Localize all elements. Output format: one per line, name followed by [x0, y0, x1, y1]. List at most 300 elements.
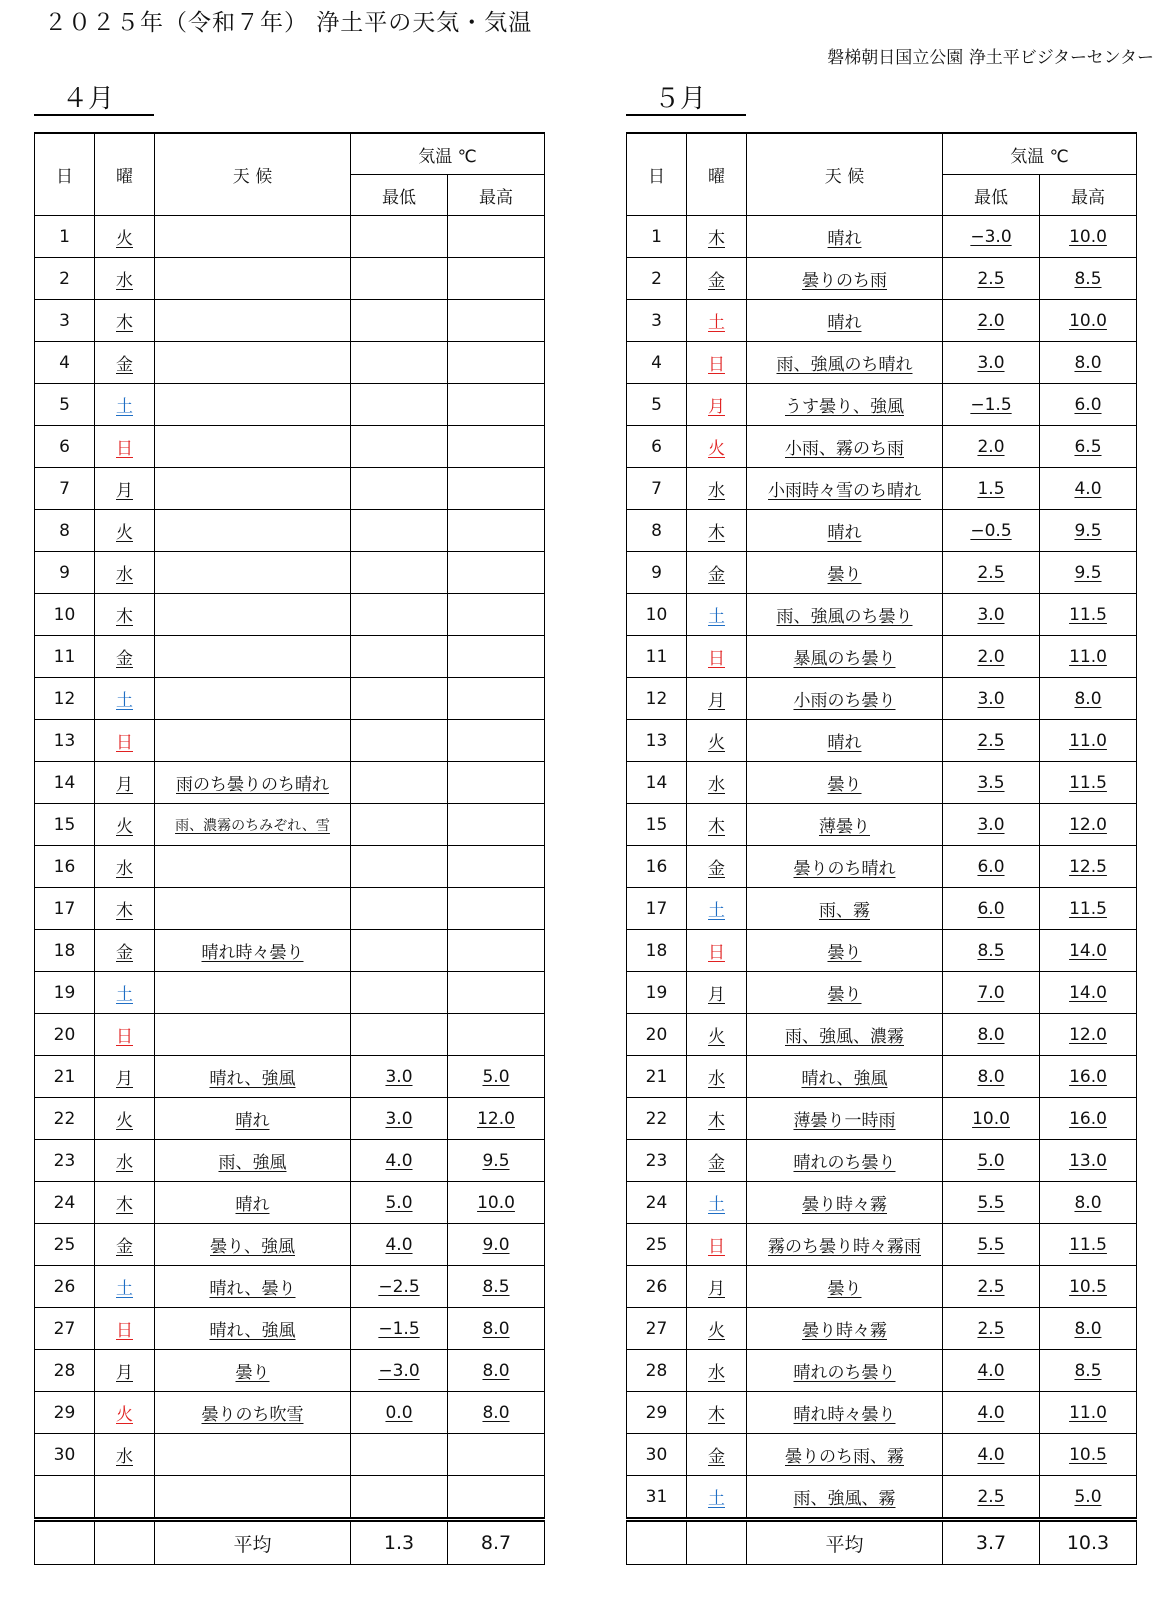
max-temp-cell-text: 16.0 [1069, 1066, 1107, 1087]
min-temp-cell-text: 3.0 [977, 352, 1005, 373]
weather-cell [155, 1098, 351, 1140]
avg-max: 10.3 [1040, 1520, 1137, 1565]
max-temp-cell [448, 1056, 545, 1098]
table-row [627, 1014, 1137, 1056]
day-cell-text: 1 [59, 226, 70, 247]
max-temp-cell-text: 8.0 [1074, 1192, 1102, 1213]
table-row [35, 594, 545, 636]
min-temp-cell [943, 216, 1040, 258]
max-temp-cell-text: 11.5 [1069, 898, 1107, 919]
table-row [627, 594, 1137, 636]
weather-cell-text: 曇り [827, 943, 862, 963]
day-cell [627, 1392, 687, 1434]
min-temp-cell-text: 2.0 [977, 310, 1005, 331]
min-temp-cell [943, 636, 1040, 678]
max-temp-cell-text: 8.0 [1074, 688, 1102, 709]
min-temp-cell [351, 678, 448, 720]
table-row [35, 888, 545, 930]
weekday-cell-text: 日 [708, 943, 725, 963]
max-temp-cell-text: 8.0 [1074, 1318, 1102, 1339]
weather-cell [155, 510, 351, 552]
day-cell [35, 762, 95, 804]
table-row [627, 678, 1137, 720]
header-max: 最高 [448, 175, 545, 216]
weather-cell [747, 426, 943, 468]
weather-cell-text: 曇り [827, 775, 862, 795]
table-row [35, 1182, 545, 1224]
min-temp-cell [943, 1434, 1040, 1476]
day-cell [35, 930, 95, 972]
weather-cell-text: 晴れ [827, 523, 862, 543]
table-row [35, 216, 545, 258]
max-temp-cell [448, 846, 545, 888]
max-temp-cell-text: 8.0 [482, 1318, 510, 1339]
min-temp-cell [943, 1098, 1040, 1140]
weather-cell-text: 曇り時々霧 [802, 1195, 887, 1215]
max-temp-cell-text: 9.5 [1074, 562, 1102, 583]
min-temp-cell-text: 8.5 [977, 940, 1005, 961]
day-cell [35, 1014, 95, 1056]
weather-cell [747, 1098, 943, 1140]
avg-label: 平均 [747, 1520, 943, 1565]
max-temp-cell [448, 1224, 545, 1266]
day-cell-text: 8 [59, 520, 70, 541]
weekday-cell-text: 金 [708, 859, 725, 879]
weekday-cell-text: 金 [116, 943, 133, 963]
weekday-cell-text: 木 [116, 901, 133, 921]
day-cell [627, 1308, 687, 1350]
weekday-cell-text: 金 [708, 271, 725, 291]
table-row [35, 468, 545, 510]
day-cell-text: 26 [53, 1276, 76, 1297]
weather-cell-text: 雨、強風のち曇り [776, 607, 913, 627]
table-row [627, 384, 1137, 426]
min-temp-cell-text: 3.5 [977, 772, 1005, 793]
day-cell-text: 29 [53, 1402, 76, 1423]
min-temp-cell [351, 258, 448, 300]
min-temp-cell-text: 5.0 [385, 1192, 413, 1213]
weather-cell [747, 510, 943, 552]
day-cell-text: 21 [645, 1066, 668, 1087]
table-row [35, 1434, 545, 1476]
min-temp-cell-text: 2.5 [977, 730, 1005, 751]
weather-cell [155, 1140, 351, 1182]
max-temp-cell [448, 468, 545, 510]
max-temp-cell [1040, 1392, 1137, 1434]
min-temp-cell [943, 972, 1040, 1014]
weekday-cell [687, 384, 747, 426]
min-temp-cell [351, 1350, 448, 1392]
min-temp-cell [943, 1224, 1040, 1266]
weekday-cell-text: 水 [116, 271, 133, 291]
weather-cell [747, 300, 943, 342]
day-cell [35, 426, 95, 468]
max-temp-cell-text: 11.5 [1069, 1234, 1107, 1255]
table-row [35, 1014, 545, 1056]
min-temp-cell [351, 1308, 448, 1350]
min-temp-cell-text: 2.5 [977, 562, 1005, 583]
max-temp-cell [1040, 552, 1137, 594]
max-temp-cell-text: 12.0 [1069, 1024, 1107, 1045]
weather-cell [155, 678, 351, 720]
weekday-cell-text: 木 [116, 313, 133, 333]
day-cell [627, 552, 687, 594]
max-temp-cell [448, 804, 545, 846]
day-cell [35, 636, 95, 678]
weekday-cell-text: 月 [708, 1279, 725, 1299]
max-temp-cell [1040, 342, 1137, 384]
day-cell-text: 3 [59, 310, 70, 331]
min-temp-cell [943, 300, 1040, 342]
weekday-cell-text: 火 [116, 523, 133, 543]
day-cell [35, 594, 95, 636]
day-cell [627, 258, 687, 300]
day-cell [35, 1434, 95, 1476]
min-temp-cell [351, 1434, 448, 1476]
min-temp-cell [351, 1224, 448, 1266]
weather-cell-text: 雨、霧 [819, 901, 870, 921]
max-temp-cell [448, 720, 545, 762]
day-cell [627, 804, 687, 846]
min-temp-cell [943, 804, 1040, 846]
day-cell [627, 1014, 687, 1056]
weekday-cell [95, 342, 155, 384]
max-temp-cell [448, 258, 545, 300]
max-temp-cell-text: 11.0 [1069, 730, 1107, 751]
weekday-cell-text: 火 [116, 229, 133, 249]
min-temp-cell [943, 678, 1040, 720]
min-temp-cell-text: 3.0 [977, 814, 1005, 835]
weather-cell-text: 小雨、霧のち雨 [785, 439, 904, 459]
day-cell [35, 678, 95, 720]
may-label: ５月 [626, 82, 746, 116]
min-temp-cell [943, 762, 1040, 804]
weather-cell [155, 1224, 351, 1266]
max-temp-cell-text: 11.0 [1069, 1402, 1107, 1423]
weather-cell [747, 636, 943, 678]
weekday-cell-text: 木 [708, 1111, 725, 1131]
max-temp-cell-text: 10.5 [1069, 1276, 1107, 1297]
weather-cell [747, 804, 943, 846]
weekday-cell-text: 土 [116, 691, 133, 711]
min-temp-cell [351, 846, 448, 888]
min-temp-cell [943, 720, 1040, 762]
weather-cell [155, 216, 351, 258]
day-cell [627, 1056, 687, 1098]
max-temp-cell-text: 14.0 [1069, 940, 1107, 961]
weather-cell [747, 930, 943, 972]
max-temp-cell [448, 1182, 545, 1224]
max-temp-cell-text: 9.5 [482, 1150, 510, 1171]
weekday-cell-text: 火 [116, 817, 133, 837]
weekday-cell-text: 月 [116, 481, 133, 501]
weather-cell [747, 594, 943, 636]
may-weather-table [626, 132, 1137, 1565]
weekday-cell [687, 1308, 747, 1350]
min-temp-cell [351, 804, 448, 846]
weather-cell [747, 720, 943, 762]
max-temp-cell-text: 10.0 [1069, 226, 1107, 247]
weather-cell [155, 1182, 351, 1224]
table-row [627, 1392, 1137, 1434]
table-row [627, 972, 1137, 1014]
table-row [35, 300, 545, 342]
max-temp-cell-text: 4.0 [1074, 478, 1102, 499]
min-temp-cell [943, 510, 1040, 552]
weather-cell [155, 762, 351, 804]
weekday-cell-text: 火 [708, 1321, 725, 1341]
table-row [627, 342, 1137, 384]
day-cell [35, 468, 95, 510]
weekday-cell [687, 468, 747, 510]
table-row [35, 1098, 545, 1140]
day-cell-text: 24 [53, 1192, 76, 1213]
table-row [627, 1224, 1137, 1266]
day-cell-text: 8 [651, 520, 662, 541]
weekday-cell [95, 1056, 155, 1098]
max-temp-cell-text: 13.0 [1069, 1150, 1107, 1171]
weather-cell [155, 300, 351, 342]
max-temp-cell-text: 8.5 [482, 1276, 510, 1297]
max-temp-cell-text: 11.5 [1069, 604, 1107, 625]
weather-cell-text: 曇りのち晴れ [793, 859, 896, 879]
min-temp-cell [351, 930, 448, 972]
weekday-cell-text: 火 [116, 1405, 133, 1425]
weather-cell-text: 晴れ [827, 313, 862, 333]
weekday-cell [687, 1224, 747, 1266]
weekday-cell [687, 1056, 747, 1098]
min-temp-cell [351, 1098, 448, 1140]
weekday-cell-text: 月 [116, 1069, 133, 1089]
table-row [627, 510, 1137, 552]
max-temp-cell-text: 11.5 [1069, 772, 1107, 793]
table-row [35, 678, 545, 720]
weekday-cell [687, 804, 747, 846]
day-cell-text: 27 [645, 1318, 668, 1339]
min-temp-cell [943, 258, 1040, 300]
min-temp-cell-text: 4.0 [977, 1402, 1005, 1423]
weekday-cell [95, 594, 155, 636]
max-temp-cell-text: 6.0 [1074, 394, 1102, 415]
weekday-cell [687, 846, 747, 888]
weekday-cell-text: 水 [116, 859, 133, 879]
weather-cell-text: 雨、濃霧のちみぞれ、雪 [175, 817, 330, 834]
day-cell [35, 972, 95, 1014]
max-temp-cell [448, 1308, 545, 1350]
weekday-cell [687, 594, 747, 636]
table-row [627, 552, 1137, 594]
weekday-cell-text: 日 [708, 355, 725, 375]
weekday-cell [687, 426, 747, 468]
max-temp-cell-text: 8.5 [1074, 268, 1102, 289]
weekday-cell [95, 636, 155, 678]
min-temp-cell [351, 636, 448, 678]
day-cell-text: 18 [53, 940, 76, 961]
max-temp-cell [448, 1350, 545, 1392]
min-temp-cell-text: 5.5 [977, 1234, 1005, 1255]
weather-cell-text: 暴風のち曇り [793, 649, 896, 669]
weekday-cell-text: 土 [708, 313, 725, 333]
min-temp-cell [943, 552, 1040, 594]
table-row [627, 636, 1137, 678]
min-temp-cell-text: −3.0 [378, 1360, 420, 1381]
weekday-cell-text: 金 [708, 1153, 725, 1173]
max-temp-cell-text: 9.0 [482, 1234, 510, 1255]
weekday-cell-text: 金 [708, 1447, 725, 1467]
day-cell [35, 216, 95, 258]
weekday-cell [95, 216, 155, 258]
avg-blank [35, 1520, 95, 1565]
weekday-cell [687, 1266, 747, 1308]
min-temp-cell [351, 1140, 448, 1182]
weekday-cell [95, 1266, 155, 1308]
table-row [35, 426, 545, 468]
weekday-cell [687, 1140, 747, 1182]
weekday-cell [687, 510, 747, 552]
weekday-cell [95, 552, 155, 594]
min-temp-cell [351, 720, 448, 762]
april-label: ４月 [34, 82, 154, 116]
max-temp-cell [1040, 636, 1137, 678]
weekday-cell [95, 1014, 155, 1056]
day-cell-text: 27 [53, 1318, 76, 1339]
day-cell [627, 468, 687, 510]
weekday-cell-text: 土 [116, 397, 133, 417]
weekday-cell [95, 1098, 155, 1140]
weather-cell [747, 1434, 943, 1476]
weekday-cell-text: 水 [708, 1363, 725, 1383]
day-cell [627, 1098, 687, 1140]
day-cell-text: 6 [651, 436, 662, 457]
weather-cell [747, 1392, 943, 1434]
day-cell-text: 25 [645, 1234, 668, 1255]
day-cell-text: 5 [59, 394, 70, 415]
table-row [627, 1266, 1137, 1308]
min-temp-cell [943, 846, 1040, 888]
weekday-cell-text: 火 [116, 1111, 133, 1131]
weekday-cell-text: 土 [708, 1489, 725, 1509]
max-temp-cell [1040, 1140, 1137, 1182]
weekday-cell [687, 1350, 747, 1392]
day-cell-text: 28 [645, 1360, 668, 1381]
weekday-cell [687, 1476, 747, 1520]
day-cell [627, 846, 687, 888]
min-temp-cell [943, 1392, 1040, 1434]
weather-cell-text: 霧のち曇り時々霧雨 [768, 1237, 921, 1257]
weekday-cell-text: 水 [708, 1069, 725, 1089]
max-temp-cell [448, 384, 545, 426]
weekday-cell-text: 月 [116, 775, 133, 795]
day-cell-text: 24 [645, 1192, 668, 1213]
min-temp-cell-text: 2.5 [977, 1318, 1005, 1339]
max-temp-cell [1040, 1182, 1137, 1224]
day-cell-text: 17 [645, 898, 668, 919]
table-row [627, 1350, 1137, 1392]
weather-cell [747, 972, 943, 1014]
weather-cell-text: 晴れ、曇り [209, 1279, 296, 1299]
table-row [627, 1140, 1137, 1182]
weather-cell [155, 1014, 351, 1056]
header-weather: 天 候 [155, 133, 351, 216]
max-temp-cell-text: 16.0 [1069, 1108, 1107, 1129]
day-cell [35, 1182, 95, 1224]
min-temp-cell [943, 888, 1040, 930]
day-cell-text: 17 [53, 898, 76, 919]
day-cell [35, 1266, 95, 1308]
weekday-cell-text: 日 [708, 1237, 725, 1257]
day-cell [35, 384, 95, 426]
weekday-cell-text: 土 [116, 985, 133, 1005]
weekday-cell-text: 木 [116, 1195, 133, 1215]
max-temp-cell-text: 12.0 [477, 1108, 515, 1129]
weather-cell [155, 384, 351, 426]
day-cell-text: 23 [645, 1150, 668, 1171]
weekday-cell-text: 月 [116, 1363, 133, 1383]
min-temp-cell [943, 1140, 1040, 1182]
day-cell [35, 342, 95, 384]
avg-blank [687, 1520, 747, 1565]
min-temp-cell-text: −2.5 [378, 1276, 420, 1297]
weekday-cell-text: 木 [116, 607, 133, 627]
max-temp-cell-text: 8.0 [482, 1360, 510, 1381]
table-row [35, 1350, 545, 1392]
weather-cell [747, 762, 943, 804]
day-cell-text: 29 [645, 1402, 668, 1423]
weather-cell [747, 1266, 943, 1308]
day-cell [627, 384, 687, 426]
max-temp-cell [1040, 1266, 1137, 1308]
max-temp-cell-text: 6.5 [1074, 436, 1102, 457]
weekday-cell [95, 384, 155, 426]
table-row [627, 930, 1137, 972]
weekday-cell [687, 930, 747, 972]
day-cell-text: 28 [53, 1360, 76, 1381]
weather-cell [747, 678, 943, 720]
weather-cell [155, 636, 351, 678]
weekday-cell [687, 720, 747, 762]
min-temp-cell-text: 2.0 [977, 436, 1005, 457]
max-temp-cell [448, 426, 545, 468]
day-cell-text: 30 [53, 1444, 76, 1465]
max-temp-cell [448, 678, 545, 720]
max-temp-cell-text: 8.0 [482, 1402, 510, 1423]
weather-cell [155, 930, 351, 972]
april-rows [35, 216, 545, 1520]
min-temp-cell [351, 1266, 448, 1308]
weather-cell-text: 晴れ [235, 1195, 270, 1215]
min-temp-cell-text: 8.0 [977, 1066, 1005, 1087]
weather-cell-text: 曇りのち吹雪 [201, 1405, 304, 1425]
min-temp-cell-text: 7.0 [977, 982, 1005, 1003]
day-cell [35, 1056, 95, 1098]
min-temp-cell [943, 594, 1040, 636]
weekday-cell-text: 木 [708, 523, 725, 543]
weather-cell [747, 1014, 943, 1056]
min-temp-cell [351, 888, 448, 930]
weather-cell-text: 曇り [235, 1363, 270, 1383]
max-temp-cell [1040, 804, 1137, 846]
day-cell-text: 31 [645, 1486, 668, 1507]
weekday-cell [687, 552, 747, 594]
weekday-cell [687, 342, 747, 384]
max-temp-cell-text: 5.0 [482, 1066, 510, 1087]
weekday-cell [95, 1476, 155, 1520]
max-temp-cell [448, 1392, 545, 1434]
weather-cell-text: 晴れ [827, 229, 862, 249]
max-temp-cell [1040, 300, 1137, 342]
min-temp-cell-text: 5.5 [977, 1192, 1005, 1213]
day-cell-text: 13 [645, 730, 668, 751]
